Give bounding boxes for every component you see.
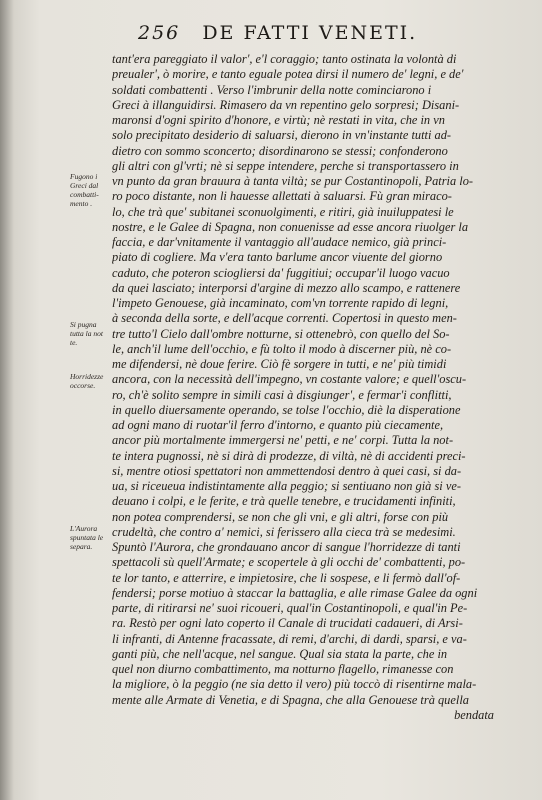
text-line: dietro con sommo sconcerto; disordinarono se stessi; confonderono: [112, 143, 448, 158]
margin-note-line: occorse.: [70, 381, 96, 390]
text-line: soldati combattenti . Verso l'imbrunir della notte cominciarono i: [112, 82, 432, 97]
text-line: ad ogni mano di ruotar'il ferro d'intorno, e quanto più ciecamente,: [112, 418, 444, 432]
text-line: preualer', ò morire, e tanto eguale potea dirsi il numero de' legni, e de': [112, 67, 464, 82]
text-line: Spuntò l'Aurora, che grondauano ancor di sangue l'horridezze di tanti: [112, 540, 461, 554]
text-line: maronsi d'ogni spirito d'honore, e virtù; nè restati in vita, che in vn: [112, 113, 445, 127]
text-line: ancora, con la necessità dell'impegno, vn costante valore; e quell'oscu-: [112, 372, 467, 387]
running-title: DE FATTI VENETI.: [202, 22, 418, 44]
text-line: me difendersi, nè doue ferire. Ciò fè sorgere in tutti, e ne' più timidi: [112, 357, 447, 371]
text-line: à seconda della sorte, e dell'acque correnti. Copertosi in questo men-: [112, 311, 457, 326]
margin-note-line: te.: [70, 338, 78, 347]
text-line: te lor tanto, e atterrire, e impietosire, che li sospese, e li fermò dall'of-: [112, 570, 461, 585]
margin-note: [70, 372, 114, 390]
margin-note-line: mento .: [70, 199, 93, 208]
text-line: solo precipitato desiderio di saluarsi, dierono in vn'instante tutti ad-: [112, 128, 452, 143]
text-line: tre tutto'l Cielo dall'ombre notturne, si ottenebrò, con quello del So-: [112, 326, 450, 341]
text-line: in quello diuersamente operando, se tolse l'occhio, diè la disperatione: [112, 402, 461, 417]
text-line: spettacoli sù quell'Armate; e scopertele à gli occhi de' combattenti, po-: [112, 555, 466, 570]
margin-note-line: L'Aurora: [70, 524, 98, 533]
text-line: tant'era pareggiato il valor', e'l coraggio; tanto ostinata la volontà di: [112, 52, 457, 66]
text-line: deuano i colpi, e le ferite, e trà quelle tenebre, e trucidamenti infiniti,: [112, 494, 456, 509]
text-line: ro, ch'è solito sempre in simili casi à disgiunger', e fermar'i conflitti,: [112, 387, 452, 402]
text-line: le, anch'il lume dell'occhio, e fù tolto il modo à discerner più, nè co-: [112, 341, 452, 356]
body-text: [112, 52, 516, 723]
text-line: ra. Restò per ogni lato coperto il Canale di trucidati cadaueri, di Arsi-: [112, 616, 463, 631]
margin-note-line: spuntata le: [70, 533, 104, 542]
text-line: faccia, e dar'vnitamente il vantaggio all'audace nemico, già princi-: [112, 235, 447, 249]
text-line: piato di cogliere. Ma v'era tanto barlume ancor viuente del giorno: [112, 250, 443, 265]
text-line: quel non diurno combattimento, ma notturno flagello, rimanesse con: [112, 662, 454, 676]
text-line: gli altri con gl'vrti; nè si seppe intendere, perche si transportassero in: [112, 158, 459, 173]
text-line: lo, che trà que' subitanei sconuolgimenti, e ritiri, già inuiluppatesi le: [112, 204, 454, 219]
text-line: ancor più mortalmente immergersi ne' petti, e ne' corpi. Tutta la not-: [112, 433, 454, 448]
text-line: caduto, che poteron sciogliersi da' fuggitiui; occupar'il luogo vacuo: [112, 265, 450, 280]
margin-note-line: combatti-: [70, 190, 99, 199]
text-line: te intera pugnossi, nè si dirà di prodezze, di viltà, nè di accidenti preci-: [112, 448, 466, 463]
text-line: parte, di ritirarsi ne' suoi ricoueri, qual'in Costantinopoli, e qual'in Pe-: [112, 601, 468, 615]
margin-note-line: Greci dal: [70, 181, 99, 190]
text-line: ro poco distante, non li hauesse allettati à saluarsi. Fù gran miraco-: [112, 189, 452, 204]
text-line: ua, si riceueua indistintamente alla peggio; si sentiuano non già si ve-: [112, 479, 461, 493]
catchword: bendata: [454, 707, 494, 722]
text-line: l'impeto Genouese, già incaminato, com'vn torrente rapido di legni,: [112, 296, 449, 310]
text-line: Greci à illanguidirsi. Rimasero da vn repentino gelo sorpresi; Disani-: [112, 97, 460, 112]
margin-note-line: tutta la not: [70, 329, 103, 338]
text-line: si, mentre otiosi spettatori non ammettendosi dentro à quei casi, si da-: [112, 463, 462, 478]
text-line: vn punto da gran brauura à tanta viltà; se pur Costantinopoli, Patria lo-: [112, 174, 474, 188]
margin-note-line: Horridezze: [70, 372, 104, 381]
text-line: da quei lasciato; interporsi d'argine di mezzo allo scampo, e rattenere: [112, 280, 461, 295]
text-line: la migliore, ò la peggio (ne sia detto il vero) più toccò di risentirne mala-: [112, 677, 477, 692]
margin-note: [70, 320, 114, 347]
margin-note-line: separa.: [70, 542, 93, 551]
page-number: 256: [138, 22, 181, 44]
text-line: non potea comprendersi, se non che gli vni, e gli altri, forse con più: [112, 509, 449, 524]
margin-note: [70, 172, 114, 208]
margin-note-line: Fugono i: [70, 172, 98, 181]
margin-note-line: Si pugna: [70, 320, 97, 329]
text-line: fendersi; porse motiuo à staccar la battaglia, e alle rimase Galee da ogni: [112, 585, 478, 600]
text-line: mente alle Armate di Venetia, e di Spagna, che alla Genouese trà quella: [112, 692, 469, 707]
text-line: li infranti, di Antenne fracassate, di remi, d'archi, di dardi, sparsi, e va-: [112, 631, 467, 646]
text-line: crudeltà, che contro a' nemici, si ferissero alla cieca trà se medesimi.: [112, 524, 456, 539]
text-line: nostre, e le Galee di Spagna, non conuenisse ad esse ancora riuolger la: [112, 219, 469, 234]
text-line: ganti più, che nell'acque, nel sangue. Qual sia stata la parte, che in: [112, 646, 448, 661]
page-header: [138, 22, 438, 44]
margin-note: [70, 524, 114, 551]
